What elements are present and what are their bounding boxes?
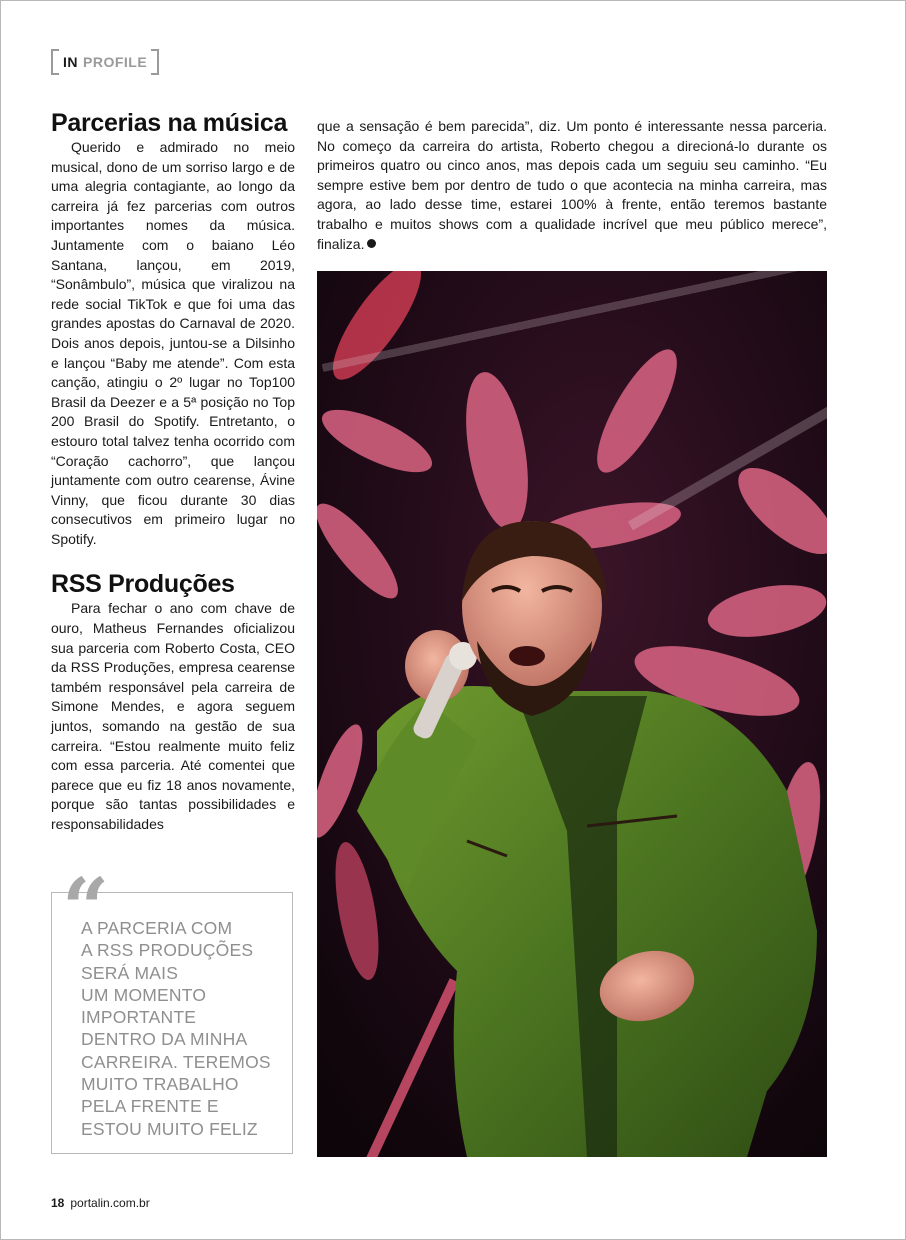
paragraph-continuation-text: que a sensação é bem parecida”, diz. Um ponto é interessante nessa parceria. No começo da carreira do artista, Roberto chegou a direcioná-lo durante os primeiros quatro ou cinco anos, mas depois cada um seguiu seu caminho. “Eu sempre estive bem por dentro de tudo o que acontecia na minha carreira, mas agora, ao lado desse time, estarei 100% à frente, então teremos bastante trabalho e muitos shows com a qualidade incrível que meu público merece”, finaliza. <box>317 118 827 252</box>
heading-rss: RSS Produções <box>51 570 235 599</box>
heading-parcerias: Parcerias na música <box>51 109 288 137</box>
section-in: IN <box>63 54 78 70</box>
singer-photo <box>317 271 827 1157</box>
paragraph-continuation <box>317 117 827 254</box>
paragraph-rss: Para fechar o ano com chave de ouro, Matheus Fernandes oficializou sua parceria com Roberto Costa, CEO da RSS Produções, empresa cearense também responsável pela carreira de Simone Mendes, e agora seguem juntos, somando na gestão de sua carreira. “Estou realmente muito feliz com essa parceria. Até comentei que parece que eu fiz 18 anos novamente, porque são tantas possibilidades e responsabilidades <box>51 600 295 832</box>
left-column <box>51 108 295 835</box>
pullquote-line: CARREIRA. TEREMOS <box>81 1051 271 1072</box>
page-footer <box>51 1196 150 1210</box>
pullquote-line: IMPORTANTE <box>81 1007 197 1028</box>
pullquote-line: DENTRO DA MINHA <box>81 1029 248 1050</box>
section-tag <box>51 50 159 74</box>
pullquote-line: SERÁ MAIS <box>81 962 179 983</box>
quote-mark-icon: “ <box>62 868 110 918</box>
paragraph-parcerias: Querido e admirado no meio musical, dono de um sorriso largo e de uma alegria contagiante, ao longo da carreira já fez parcerias com outros importantes nomes da música. Juntamente com o baiano Léo Santana, lançou, em 2019, “Sonâmbulo”, música que viralizou na rede social TikTok e que foi uma das grandes apostas do Carnaval de 2020. Dois anos depois, juntou-se a Dilsinho e lançou “Baby me atende”. Com esta canção, atingiu o 2º lugar no Top100 Brasil da Deezer e a 5ª posição no Top 200 Brasil do Spotify. Entretanto, o estouro total talvez tenha ocorrido com “Coração cachorro”, que lançou juntamente com outro cearense, Ávine Vinny, que ficou durante 30 dias consecutivos em primeiro lugar no Spotify. <box>51 139 295 547</box>
right-column <box>317 117 827 254</box>
pullquote-line: MUITO TRABALHO <box>81 1074 239 1095</box>
pullquote-line: PELA FRENTE E <box>81 1096 219 1117</box>
pullquote-line: UM MOMENTO <box>81 984 207 1005</box>
pullquote-text <box>81 917 291 1140</box>
end-mark-icon <box>367 239 376 248</box>
bracket-left-icon <box>51 49 59 75</box>
pullquote-line: A RSS PRODUÇÕES <box>81 940 254 961</box>
bracket-right-icon <box>151 49 159 75</box>
pullquote-line: ESTOU MUITO FELIZ <box>81 1118 258 1139</box>
section-profile: PROFILE <box>83 54 148 70</box>
site-link[interactable]: portalin.com.br <box>70 1196 150 1210</box>
singer-photo-illustration <box>317 271 827 1157</box>
pullquote-line: A PARCERIA COM <box>81 918 233 938</box>
page-number: 18 <box>51 1196 65 1210</box>
